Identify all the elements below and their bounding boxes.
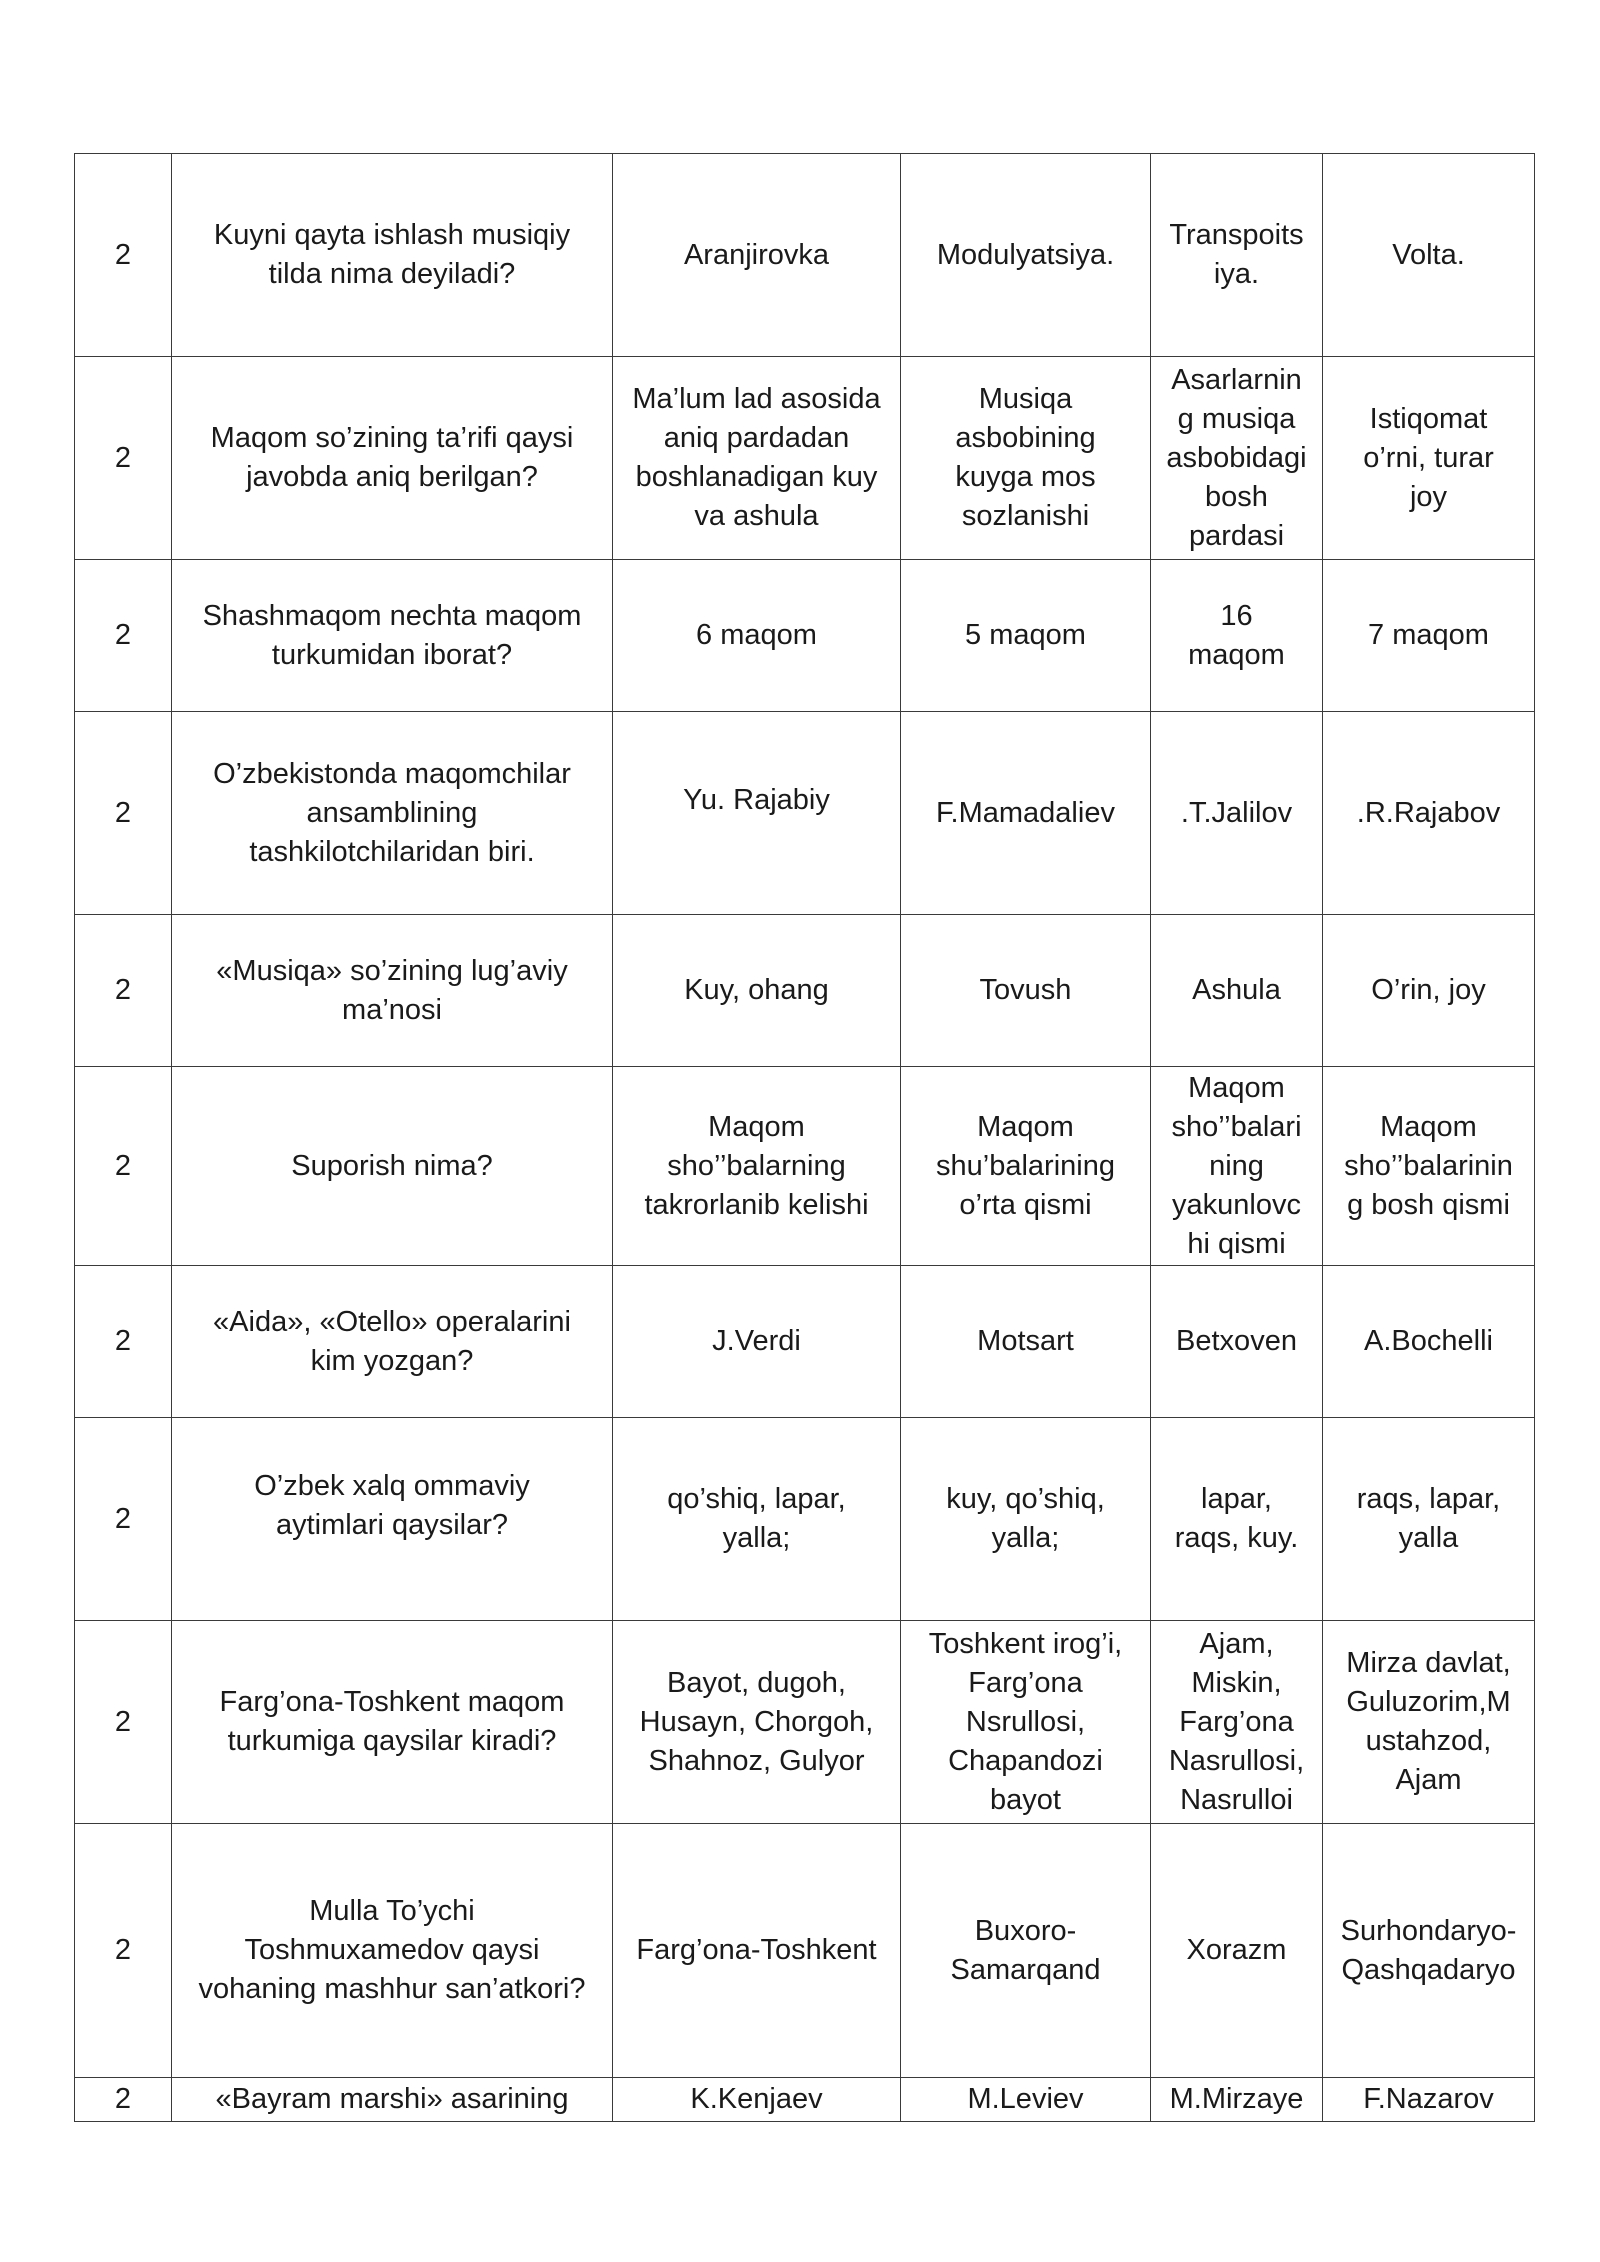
- question-text: «Aida», «Otello» operalarini kim yozgan?: [172, 1266, 613, 1418]
- option-c: lapar, raqs, kuy.: [1151, 1418, 1323, 1621]
- option-d: F.Nazarov: [1323, 2078, 1535, 2122]
- table-row: [75, 560, 1535, 712]
- table-row: [75, 2078, 1535, 2122]
- question-text: Shashmaqom nechta maqom turkumidan iborat?: [172, 560, 613, 712]
- table-row: [75, 1824, 1535, 2078]
- question-number: 2: [75, 1067, 172, 1266]
- option-a: Aranjirovka: [613, 154, 901, 357]
- option-a: Farg’ona-Toshkent: [613, 1824, 901, 2078]
- option-b: Tovush: [901, 915, 1151, 1067]
- question-text: Farg’ona-Toshkent maqom turkumiga qaysilar kiradi?: [172, 1621, 613, 1824]
- question-number: 2: [75, 2078, 172, 2122]
- option-a: K.Kenjaev: [613, 2078, 901, 2122]
- question-number: 2: [75, 1621, 172, 1824]
- table-row: [75, 1418, 1535, 1621]
- option-a: Kuy, ohang: [613, 915, 901, 1067]
- question-number: 2: [75, 1266, 172, 1418]
- option-c: Betxoven: [1151, 1266, 1323, 1418]
- option-d: Surhondaryo- Qashqadaryo: [1323, 1824, 1535, 2078]
- option-b: 5 maqom: [901, 560, 1151, 712]
- option-d: raqs, lapar, yalla: [1323, 1418, 1535, 1621]
- option-a: Yu. Rajabiy: [613, 712, 901, 915]
- option-d: Mirza davlat, Guluzorim,M ustahzod, Ajam: [1323, 1621, 1535, 1824]
- option-b: F.Mamadaliev: [901, 712, 1151, 915]
- option-c: Maqom sho’’balari ning yakunlovc hi qismi: [1151, 1067, 1323, 1266]
- question-number: 2: [75, 1824, 172, 2078]
- question-number: 2: [75, 154, 172, 357]
- option-a: Bayot, dugoh, Husayn, Chorgoh, Shahnoz, Gulyor: [613, 1621, 901, 1824]
- option-b: Motsart: [901, 1266, 1151, 1418]
- option-c: .T.Jalilov: [1151, 712, 1323, 915]
- table-row: [75, 1067, 1535, 1266]
- question-text: O’zbek xalq ommaviy aytimlari qaysilar?: [172, 1418, 613, 1621]
- option-d: O’rin, joy: [1323, 915, 1535, 1067]
- option-a: qo’shiq, lapar, yalla;: [613, 1418, 901, 1621]
- table-row: [75, 712, 1535, 915]
- option-b: kuy, qo’shiq, yalla;: [901, 1418, 1151, 1621]
- question-text: «Bayram marshi» asarining: [172, 2078, 613, 2122]
- question-number: 2: [75, 560, 172, 712]
- table-row: [75, 915, 1535, 1067]
- question-text: «Musiqa» so’zining lug’aviy ma’nosi: [172, 915, 613, 1067]
- option-a: J.Verdi: [613, 1266, 901, 1418]
- option-d: 7 maqom: [1323, 560, 1535, 712]
- option-b: M.Leviev: [901, 2078, 1151, 2122]
- option-c: Ajam, Miskin, Farg’ona Nasrullosi, Nasrulloi: [1151, 1621, 1323, 1824]
- quiz-table: [74, 153, 1535, 2122]
- option-c: Transpoits iya.: [1151, 154, 1323, 357]
- option-c: 16 maqom: [1151, 560, 1323, 712]
- option-b: Musiqa asbobining kuyga mos sozlanishi: [901, 357, 1151, 560]
- option-d: A.Bochelli: [1323, 1266, 1535, 1418]
- option-d: Volta.: [1323, 154, 1535, 357]
- question-number: 2: [75, 915, 172, 1067]
- question-number: 2: [75, 357, 172, 560]
- table-row: [75, 357, 1535, 560]
- question-number: 2: [75, 1418, 172, 1621]
- question-text: Maqom so’zining ta’rifi qaysi javobda aniq berilgan?: [172, 357, 613, 560]
- option-b: Modulyatsiya.: [901, 154, 1151, 357]
- table-row: [75, 1266, 1535, 1418]
- option-a: Maqom sho’’balarning takrorlanib kelishi: [613, 1067, 901, 1266]
- question-number: 2: [75, 712, 172, 915]
- option-c: Xorazm: [1151, 1824, 1323, 2078]
- option-b: Buxoro- Samarqand: [901, 1824, 1151, 2078]
- option-d: Istiqomat o’rni, turar joy: [1323, 357, 1535, 560]
- option-d: .R.Rajabov: [1323, 712, 1535, 915]
- table-row: [75, 154, 1535, 357]
- question-text: Kuyni qayta ishlash musiqiy tilda nima deyiladi?: [172, 154, 613, 357]
- option-b: Maqom shu’balarining o’rta qismi: [901, 1067, 1151, 1266]
- question-text: O’zbekistonda maqomchilar ansamblining tashkilotchilaridan biri.: [172, 712, 613, 915]
- question-text: Mulla To’ychi Toshmuxamedov qaysi vohaning mashhur san’atkori?: [172, 1824, 613, 2078]
- option-c: Asarlarnin g musiqa asbobidagi bosh pardasi: [1151, 357, 1323, 560]
- option-c: M.Mirzaye: [1151, 2078, 1323, 2122]
- option-a: Ma’lum lad asosida aniq pardadan boshlanadigan kuy va ashula: [613, 357, 901, 560]
- table-row: [75, 1621, 1535, 1824]
- question-text: Suporish nima?: [172, 1067, 613, 1266]
- option-d: Maqom sho’’balarinin g bosh qismi: [1323, 1067, 1535, 1266]
- option-b: Toshkent irog’i, Farg’ona Nsrullosi, Chapandozi bayot: [901, 1621, 1151, 1824]
- option-a: 6 maqom: [613, 560, 901, 712]
- option-c: Ashula: [1151, 915, 1323, 1067]
